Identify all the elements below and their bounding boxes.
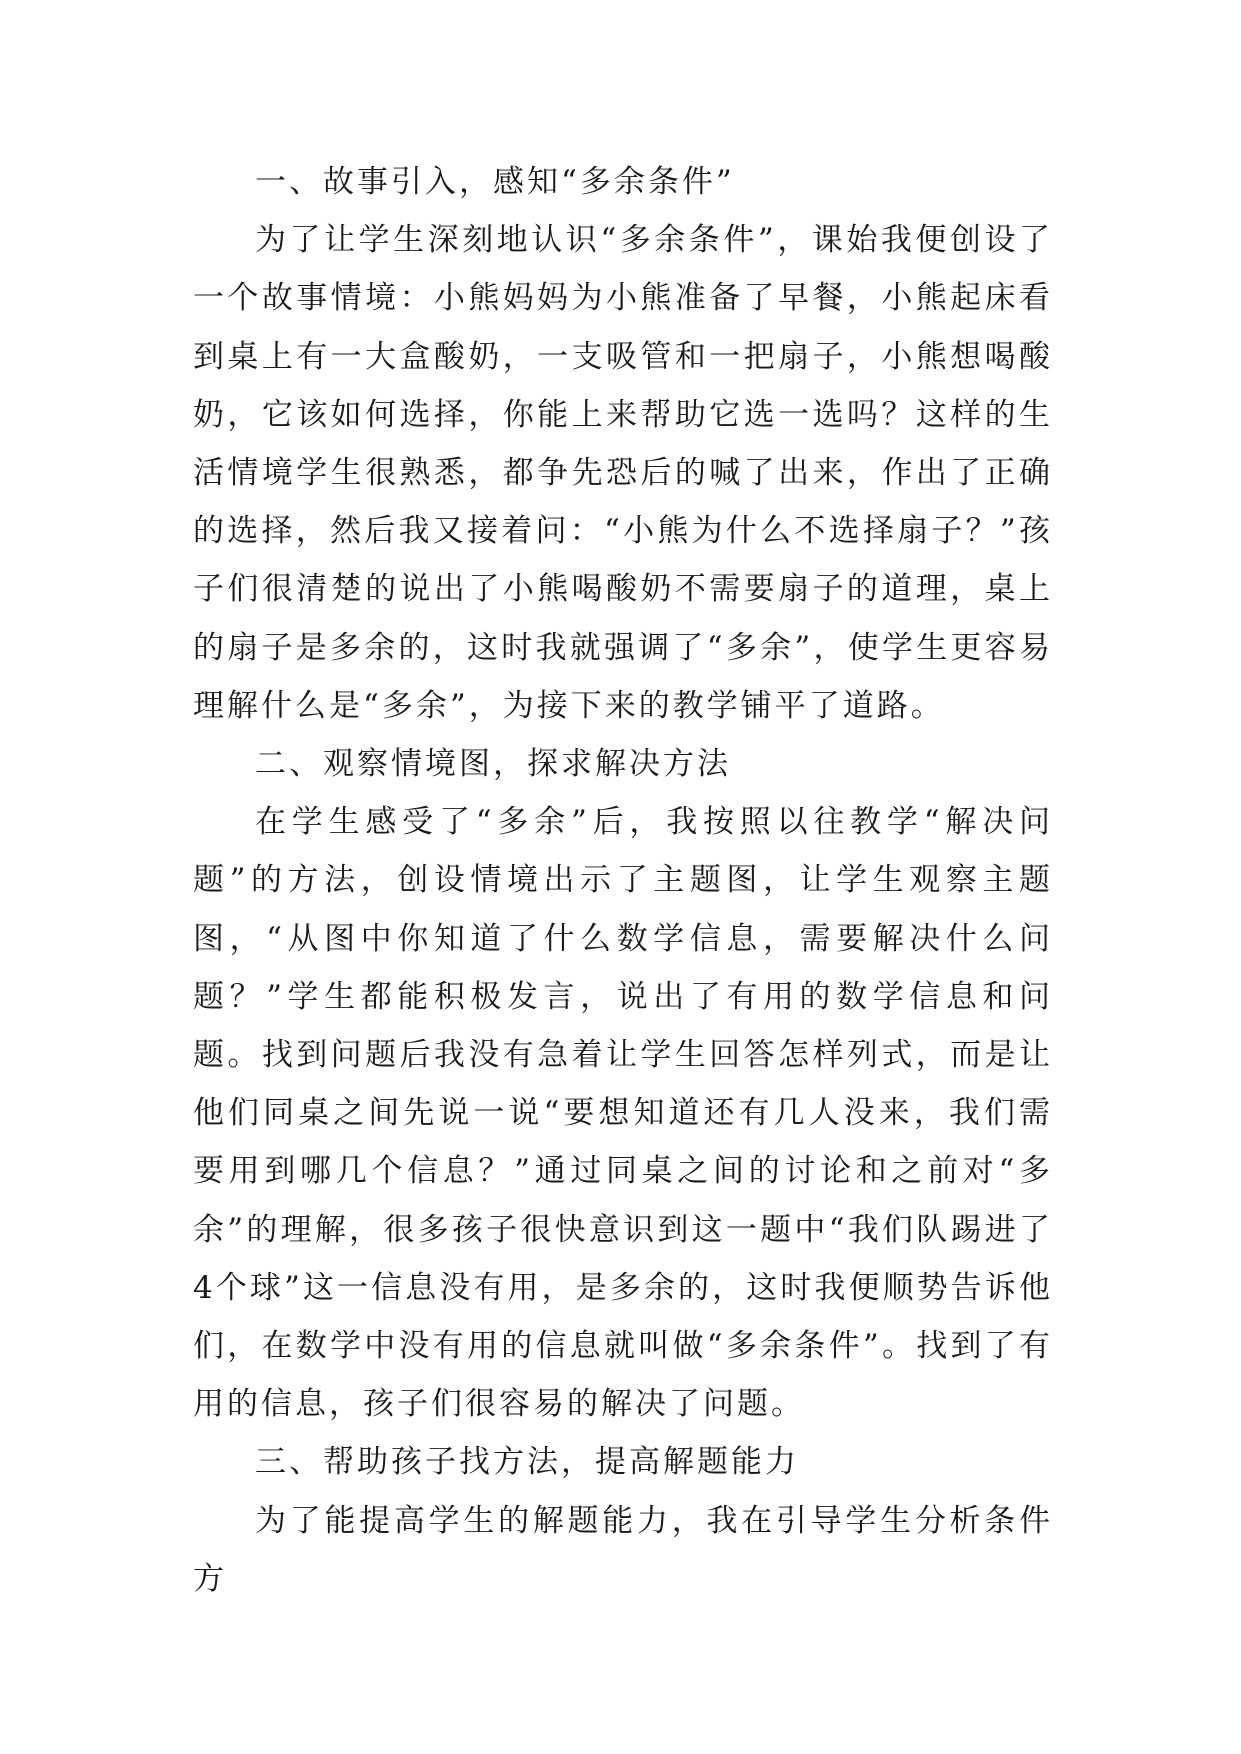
paragraph-2: 在学生感受了“多余”后，我按照以往教学“解决问题”的方法，创设情境出示了主题图，让学生观察主题图，“从图中你知道了什么数学信息，需要解决什么问题？”学生都能积极发言，说出了有用的数学信息和问题。找到问题后我没有急着让学生回答怎样列式，而是让他们同桌之间先说一说“要想知道还有几人没来，我们需要用到哪几个信息？”通过同桌之间的讨论和之前对“多余”的理解，很多孩子很快意识到这一题中“我们队踢进了4个球”这一信息没有用，是多余的，这时我便顺势告诉他们，在数学中没有用的信息就叫做“多余条件”。找到了有用的信息，孩子们很容易的解决了问题。 [193, 804, 1053, 1423]
section-heading-2: 二、观察情境图，探求解决方法 [255, 746, 731, 783]
paragraph-3: 为了能提高学生的解题能力，我在引导学生分析条件方 [193, 1502, 1053, 1597]
document-body [193, 153, 1053, 1608]
paragraph-1: 为了让学生深刻地认识“多余条件”，课始我便创设了一个故事情境：小熊妈妈为小熊准备了早餐，小熊起床看到桌上有一大盒酸奶，一支吸管和一把扇子，小熊想喝酸奶，它该如何选择，你能上来帮助它选一选吗？这样的生活情境学生很熟悉，都争先恐后的喊了出来，作出了正确的选择，然后我又接着问：“小熊为什么不选择扇子？”孩子们很清楚的说出了小熊喝酸奶不需要扇子的道理，桌上的扇子是多余的，这时我就强调了“多余”，使学生更容易理解什么是“多余”，为接下来的教学铺平了道路。 [193, 222, 1053, 724]
section-heading-1: 一、故事引入，感知“多余条件” [255, 164, 735, 200]
section-heading-3: 三、帮助孩子找方法，提高解题能力 [255, 1444, 799, 1481]
